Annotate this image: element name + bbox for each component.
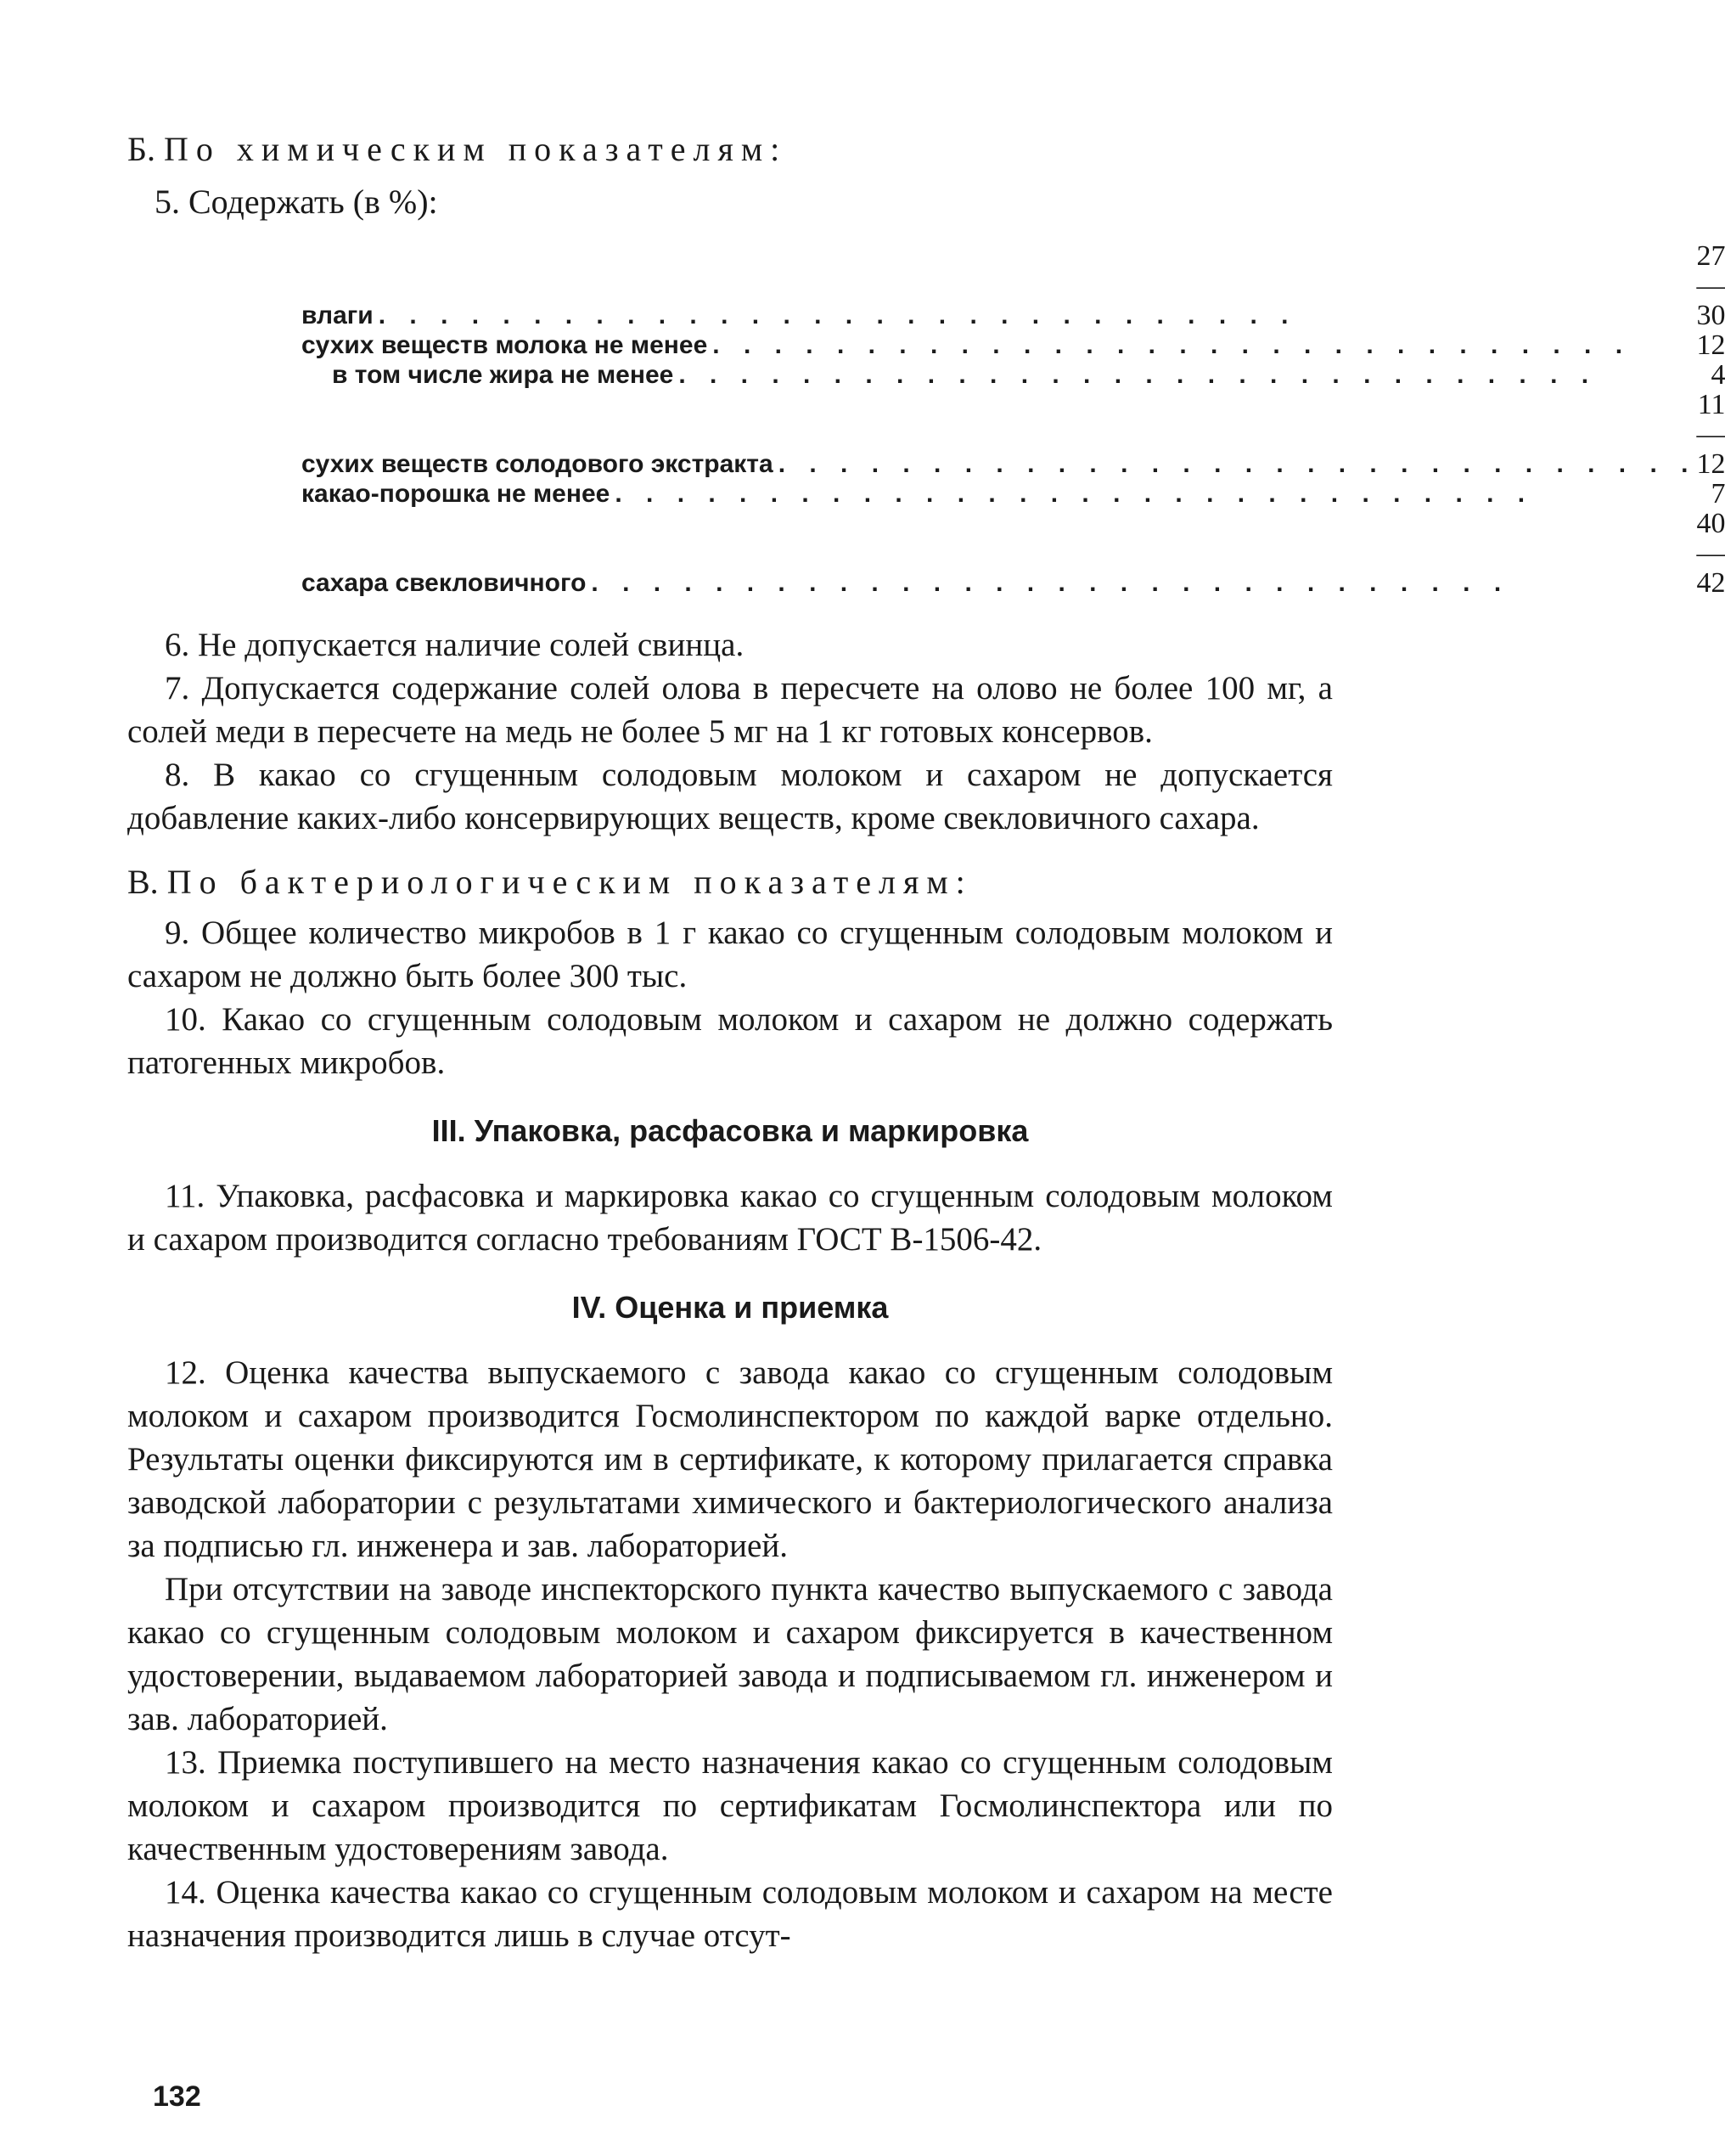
contents-row (301, 330, 1725, 360)
dot-leader: . . . . . . . . . . . . . . . . . . . . . . . . . . . . . . (678, 361, 1598, 389)
contents-row-label (301, 479, 1696, 509)
contents-row-label (301, 390, 1696, 479)
dot-leader: . . . . . . . . . . . . . . . . . . . . . . . . . . . . . . (712, 331, 1632, 359)
section-v-heading (127, 860, 1333, 904)
contents-row (301, 390, 1725, 479)
contents-table-body (301, 241, 1725, 598)
contents-row (301, 360, 1725, 390)
contents-row (301, 509, 1725, 598)
contents-row-value: 40—42 (1696, 508, 1725, 599)
section-b-prefix: Б. (127, 130, 155, 168)
paragraph-12b: При отсутствии на заводе инспекторского пункта качество выпускаемого с завода какао со сгущенным солодовым молоком и сахаром фиксируется в качественном удостоверении, выдаваемом лабораторией завода и подписываемом гл. инженером и зав. лабораторией. (127, 1571, 1333, 1737)
paragraph-7: 7. Допускается содержание солей олова в пересчете на олово не более 100 мг, а солей меди в пересчете на медь не более 5 мг на 1 кг готовых консервов. (127, 670, 1333, 750)
contents-row-label-text: в том числе жира не менее (332, 361, 678, 389)
contents-row-label-text: какао-порошка не менее (301, 480, 615, 508)
contents-row-label (301, 330, 1696, 360)
contents-row-label-text: сахара свекловичного (301, 569, 591, 597)
chemical-paragraphs (127, 623, 1333, 840)
contents-row-label (301, 241, 1696, 330)
contents-table (301, 241, 1725, 598)
dot-leader: . . . . . . . . . . . . . . . . . . . . . . . . . . . . . . (378, 301, 1297, 329)
page-number: 132 (153, 2080, 201, 2113)
paragraph-11: 11. Упаковка, расфасовка и маркировка какао со сгущенным солодовым молоком и сахаром производится согласно требованиям ГОСТ В-1506-42. (127, 1178, 1333, 1258)
contents-row-label-text: влаги (301, 301, 379, 329)
document-page (127, 127, 1725, 2113)
contents-row (301, 479, 1725, 509)
contents-row-value: 27—30 (1696, 240, 1725, 331)
contents-row (301, 241, 1725, 330)
contents-row-label (301, 360, 1696, 390)
paragraph-14: 14. Оценка качества какао со сгущенным солодовым молоком и сахаром на месте назначения производится лишь в случае отсут- (127, 1874, 1333, 1954)
paragraph-6: 6. Не допускается наличие солей свинца. (165, 627, 745, 663)
contents-row-label-text: сухих веществ молока не менее (301, 331, 712, 359)
contents-row-value: 4 (1711, 359, 1725, 391)
paragraph-10: 10. Какао со сгущенным солодовым молоком и сахаром не должно содержать патогенных микробов. (127, 1001, 1333, 1081)
contents-row-value: 7 (1711, 478, 1725, 509)
contents-row-value: 11—12 (1696, 389, 1725, 480)
section-v-prefix: В. (127, 863, 159, 901)
contents-row-label-text: сухих веществ солодового экстракта (301, 450, 778, 478)
heading-evaluation: IV. Оценка и приемка (571, 1290, 889, 1325)
dot-leader: . . . . . . . . . . . . . . . . . . . . . . . . . . . . . . (591, 569, 1510, 597)
paragraph-13: 13. Приемка поступившего на место назначения какао со сгущенным солодовым молоком и сахаром производится по сертификатам Госмолинспектора или по качественным удостоверениям завода. (127, 1744, 1333, 1867)
contents-row-label (301, 509, 1696, 598)
section-v-title: По бактериологическим показателям: (166, 863, 973, 901)
section-b-heading (127, 127, 1333, 172)
paragraph-9: 9. Общее количество микробов в 1 г какао со сгущенным солодовым молоком и сахаром не должно быть более 300 тыс. (127, 915, 1333, 994)
item-5-title: 5. Содержать (в %): (155, 183, 438, 221)
section-b-title: По химическим показателям: (163, 130, 788, 168)
dot-leader: . . . . . . . . . . . . . . . . . . . . . . . . . . . . . . (615, 480, 1534, 508)
contents-row-value: 12 (1696, 329, 1725, 361)
heading-packaging: III. Упаковка, расфасовка и маркировка (431, 1113, 1029, 1148)
paragraph-12: 12. Оценка качества выпускаемого с завода какао со сгущенным солодовым молоком и сахаром производится Госмолинспектором по каждой варке отдельно. Результаты оценки фиксируются им в сертификате, к которому прилагается справка заводской лаборатории с результатами химического и бактериологического анализа за подписью гл. инженера и зав. лабораторией. (127, 1354, 1333, 1564)
dot-leader: . . . . . . . . . . . . . . . . . . . . . . . . . . . . . . (778, 450, 1697, 478)
paragraph-8: 8. В какао со сгущенным солодовым молоком и сахаром не допускается добавление каких-либо консервирующих веществ, кроме свекловичного сахара. (127, 757, 1333, 836)
